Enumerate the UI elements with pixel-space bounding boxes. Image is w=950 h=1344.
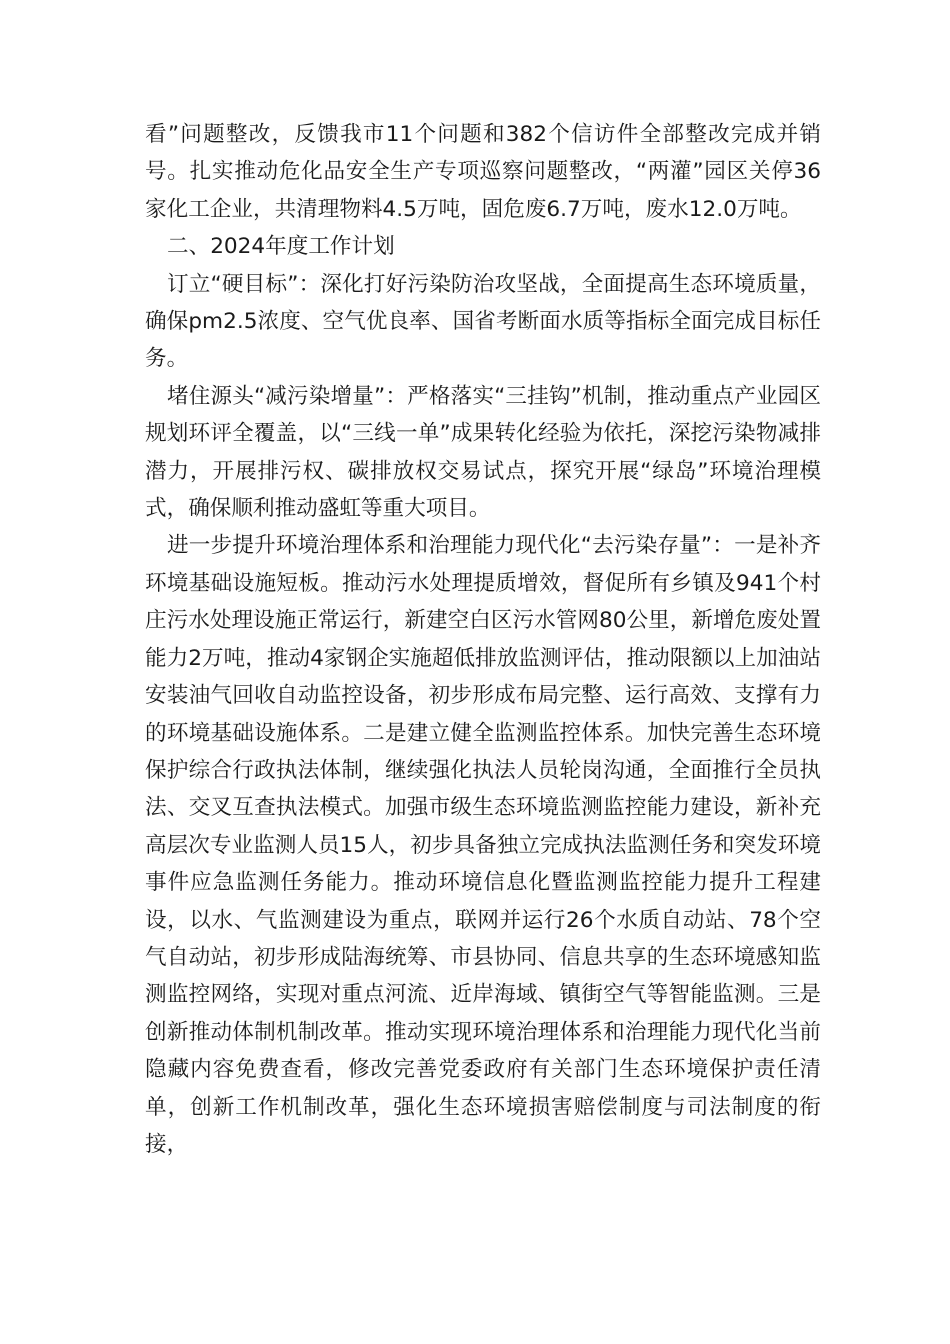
paragraph-rectification-results: 看”问题整改，反馈我市11个问题和382个信访件全部整改完成并销号。扎实推动危化品安全生产专项巡察问题整改，“两灌”园区关停36家化工企业，共清理物料4.5万吨，固危废6.7万吨，废水12.0万吨。: [145, 122, 821, 222]
section-heading-2024-plan: 二、2024年度工作计划: [167, 234, 395, 260]
document-page: [145, 116, 821, 1163]
paragraph-reduce-pollution-stock: 进一步提升环境治理体系和治理能力现代化“去污染存量”：一是补齐环境基础设施短板。推动污水处理提质增效，督促所有乡镇及941个村庄污水处理设施正常运行，新建空白区污水管网80公里，新增危废处置能力2万吨，推动4家钢企实施超低排放监测评估，推动限额以上加油站安装油气回收自动监控设备，初步形成布局完整、运行高效、支撑有力的环境基础设施体系。二是建立健全监测监控体系。加快完善生态环境保护综合行政执法体制，继续强化执法人员轮岗沟通，全面推行全员执法、交叉互查执法模式。加强市级生态环境监测监控能力建设，新补充高层次专业监测人员15人，初步具备独立完成执法监测任务和突发环境事件应急监测任务能力。推动环境信息化暨监测监控能力提升工程建设，以水、气监测建设为重点，联网并运行26个水质自动站、78个空气自动站，初步形成陆海统筹、市县协同、信息共享的生态环境感知监测监控网络，实现对重点河流、近岸海域、镇街空气等智能监测。三是创新推动体制机制改革。推动实现环境治理体系和治理能力现代化当前隐藏内容免费查看，修改完善党委政府有关部门生态环境保护责任清单，创新工作机制改革，强化生态环境损害赔偿制度与司法制度的衔接，: [145, 533, 821, 1157]
paragraph-hard-targets: 订立“硬目标”：深化打好污染防治攻坚战，全面提高生态环境质量，确保pm2.5浓度、空气优良率、国省考断面水质等指标全面完成目标任务。: [145, 271, 821, 372]
paragraph-reduce-pollution-increment: 堵住源头“减污染增量”：严格落实“三挂钩”机制，推动重点产业园区规划环评全覆盖，以“三线一单”成果转化经验为依托，深挖污染物减排潜力，开展排污权、碳排放权交易试点，探究开展“绿岛”环境治理模式，确保顺利推动盛虹等重大项目。: [145, 383, 821, 522]
